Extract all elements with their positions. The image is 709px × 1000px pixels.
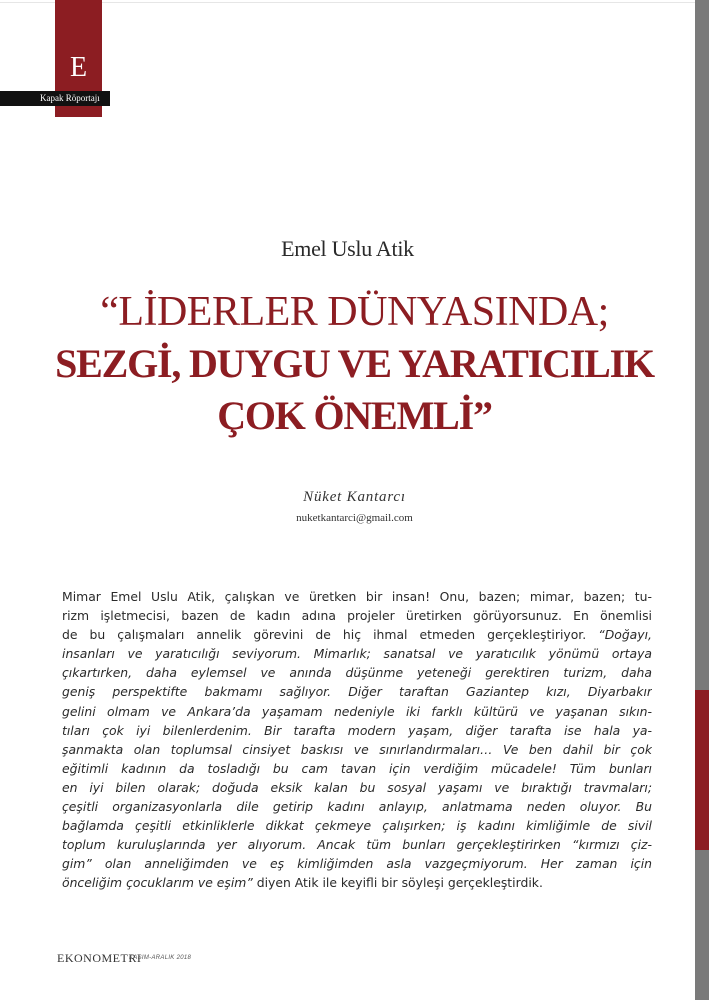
body-line-text: geniş perspektifte bakmamı sağlıyor. Diğer taraftan Gaziantep kızı, Diyarbakır [62, 684, 652, 700]
body-line [62, 644, 652, 663]
body-line-text: tıları çok iyi bilenlerdenim. Bir tarafta modern yaşam, diğer tarafta ise hala ya- [62, 722, 652, 738]
body-line [62, 759, 652, 778]
body-line-text: eğitimli kadının da tosladığı bu cam tavan için verdiğim mücadele! Tüm bunları [62, 760, 652, 776]
interviewee-name: Emel Uslu Atik [281, 236, 414, 261]
body-line [62, 587, 652, 606]
body-line [62, 606, 652, 625]
body-line-text: çıkartırken, daha eylemsel ve anında düşünme yeteneği gerektiren turizm, daha [62, 665, 652, 681]
body-line-text: de bu çalışmaları annelik görevini de hiç ihmal etmeden gerçekleştiriyor. [62, 627, 587, 643]
body-line-text: şanmakta olan toplumsal cinsiyet baskısı ve sınırlandırmaları… Ve ben dahil bir çok [62, 741, 652, 757]
body-line-text: en iyi bilen olarak; doğuda eksik kalan bu sosyal yaşamı ve bıraktığı travmaları; [62, 779, 652, 795]
body-line [62, 797, 652, 816]
footer-magazine-name: EKONOMETRI [57, 951, 142, 965]
body-line-text: bağlamda çeşitli etkinliklerle dikkat çekmeye çalışırken; iş kadını kimliğimle de sivil [62, 818, 652, 834]
body-line [62, 721, 652, 740]
section-letter: E [69, 52, 88, 83]
body-line [62, 682, 652, 701]
body-line-quote-start: “Doğayı, [598, 627, 652, 643]
body-line-closing: diyen Atik ile keyifli bir söyleşi gerçekleştirdik. [252, 875, 543, 891]
section-label: Kapak Röportajı [40, 93, 100, 103]
body-line-text: çeşitli organizasyonlarla dile getirip kadını anlayıp, anlatmama neden oluyor. Bu [62, 799, 652, 815]
body-line [62, 740, 652, 759]
body-line-text: gim” olan anneliğimden ve eş kimliğimden asla vazgeçmiyorum. Her zaman için [62, 856, 652, 872]
byline-email: nuketkantarci@gmail.com [296, 512, 413, 524]
article-intro [62, 587, 652, 893]
page-top-rule [0, 2, 695, 3]
page-edge-bar [695, 0, 709, 1000]
body-line [62, 816, 652, 835]
headline-line-2: SEZGİ, DUYGU VE YARATICILIK [55, 341, 654, 386]
body-line [62, 835, 652, 854]
body-line-text: Mimar Emel Uslu Atik, çalışkan ve üretken bir insan! Onu, bazen; mimar, bazen; tu- [62, 589, 652, 604]
body-line [62, 663, 652, 682]
body-line [62, 854, 652, 873]
body-line [62, 778, 652, 797]
body-line-text: toplum kuruluşlarında yer alıyorum. Ancak tüm bunları gerçekleştirirken “kırmızı çiz- [62, 837, 652, 853]
headline-line-1: “LİDERLER DÜNYASINDA; [100, 289, 609, 335]
body-line [62, 873, 652, 892]
body-line-text: önceliğim çocuklarım ve eşim” [62, 875, 253, 891]
body-line-text: gelini olmam ve Ankara’da yaşamam nedeniyle iki farklı kültürü ve yaşanan sıkın- [62, 703, 652, 719]
body-line [62, 625, 652, 644]
body-line-text: rizm işletmecisi, bazen de kadın adına projeler üretirken görüyorsunuz. En önemlisi [62, 608, 652, 624]
page-edge-accent [695, 690, 709, 850]
footer-issue-date: KASIM-ARALIK 2018 [129, 955, 192, 961]
body-line-text: insanları ve yaratıcılığı seviyorum. Mimarlık; sanatsal ve yaratıcılık yönümü ortaya [62, 646, 652, 662]
byline-author: Nüket Kantarcı [303, 489, 406, 505]
headline-line-3: ÇOK ÖNEMLİ” [217, 393, 492, 438]
body-line [62, 702, 652, 721]
